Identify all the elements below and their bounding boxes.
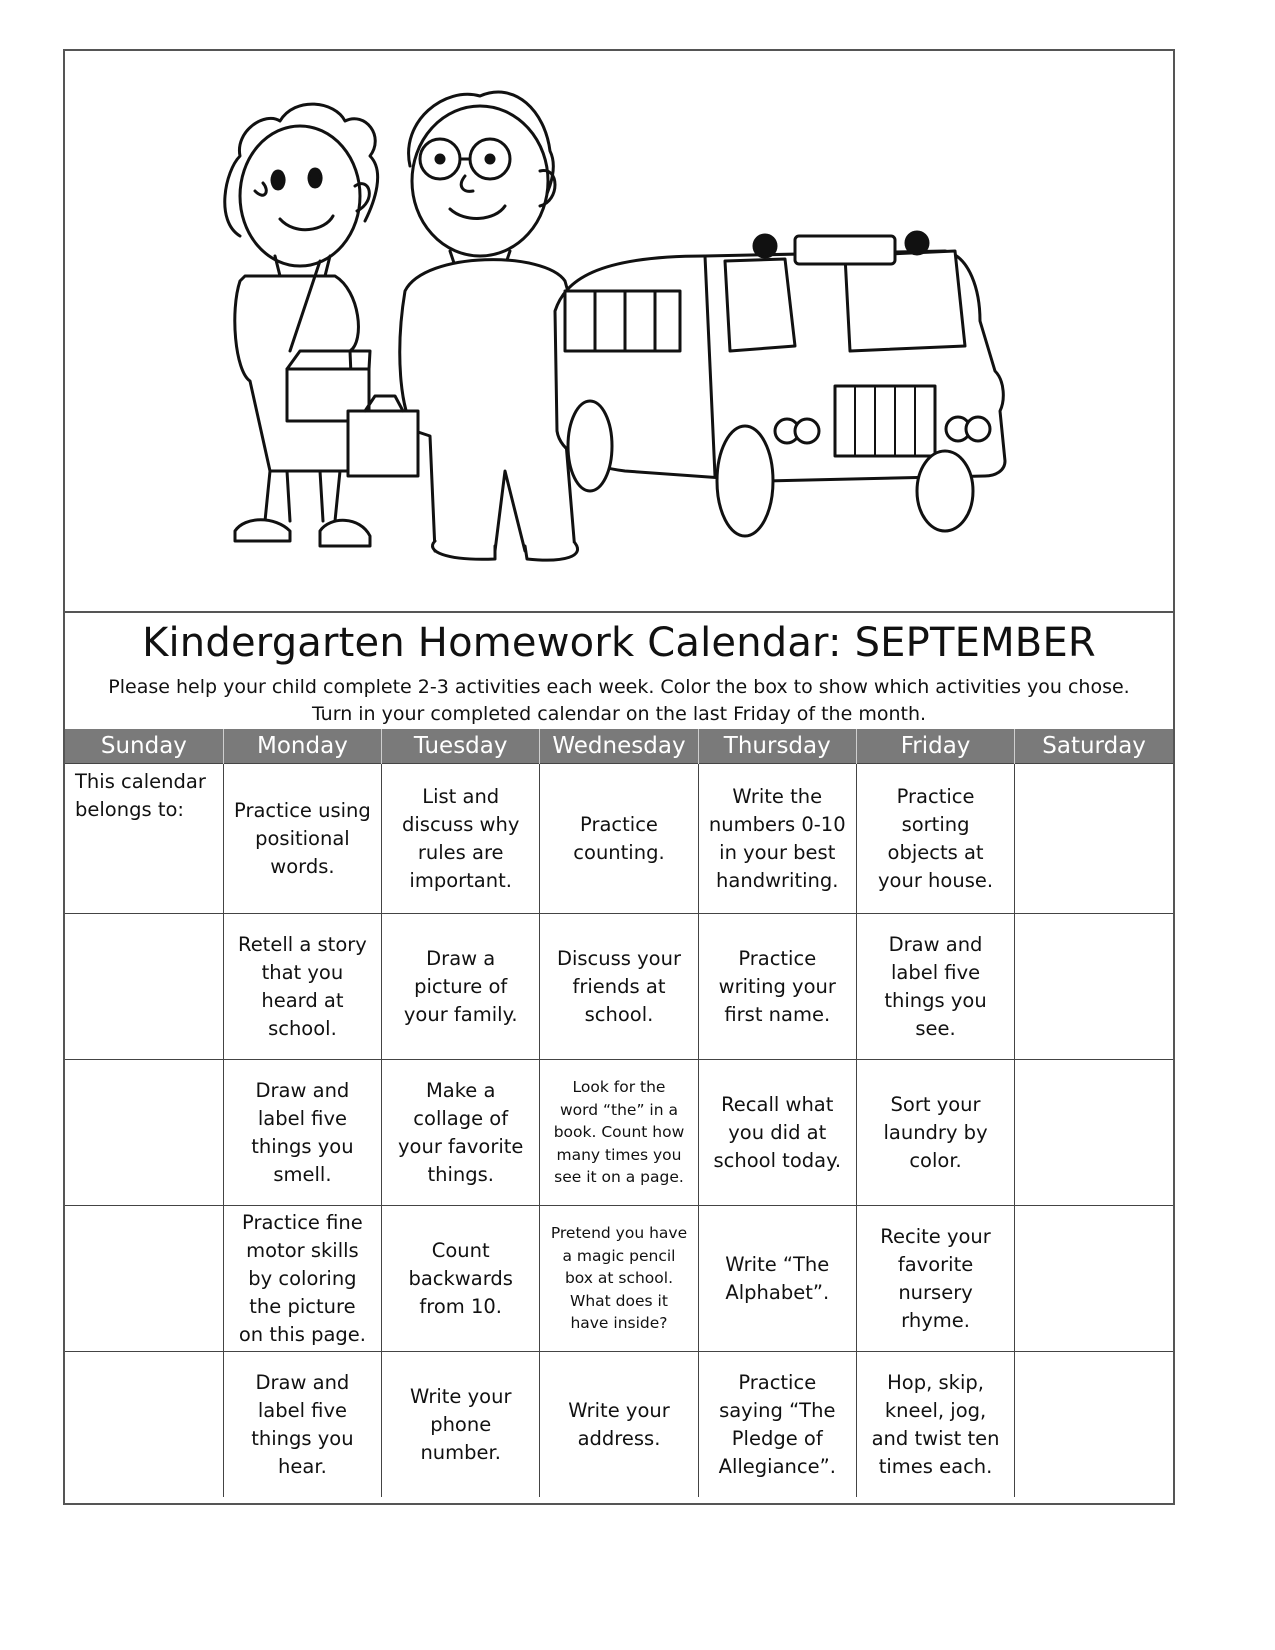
activity-cell[interactable]: Hop, skip, kneel, jog, and twist ten times each. — [856, 1352, 1014, 1498]
empty-day-cell — [1015, 764, 1173, 914]
activity-cell[interactable]: Draw and label five things you hear. — [223, 1352, 381, 1498]
day-header-monday: Monday — [223, 729, 381, 764]
school-bus — [555, 232, 1005, 536]
activity-cell[interactable]: Write “The Alphabet”. — [698, 1206, 856, 1352]
day-header-tuesday: Tuesday — [382, 729, 540, 764]
empty-day-cell — [65, 914, 223, 1060]
activity-cell[interactable]: Draw and label five things you see. — [856, 914, 1014, 1060]
instruction-line: Turn in your completed calendar on the last Friday of the month. — [311, 703, 927, 725]
empty-day-cell — [65, 1352, 223, 1498]
activity-cell[interactable]: Draw and label five things you smell. — [223, 1060, 381, 1206]
activity-cell[interactable]: Sort your laundry by color. — [856, 1060, 1014, 1206]
activity-cell[interactable]: Write your address. — [540, 1352, 698, 1498]
week-row — [65, 1206, 1173, 1352]
homework-calendar — [65, 729, 1173, 1497]
empty-day-cell — [65, 1060, 223, 1206]
week-row — [65, 914, 1173, 1060]
activity-cell[interactable]: Practice sorting objects at your house. — [856, 764, 1014, 914]
calendar-owner-cell: This calendar belongs to: — [65, 764, 223, 914]
activity-cell[interactable]: Recall what you did at school today. — [698, 1060, 856, 1206]
empty-day-cell — [65, 1206, 223, 1352]
activity-cell[interactable]: Practice using positional words. — [223, 764, 381, 914]
activity-cell[interactable]: Practice fine motor skills by coloring the picture on this page. — [223, 1206, 381, 1352]
activity-cell[interactable]: Practice counting. — [540, 764, 698, 914]
activity-cell[interactable]: Practice writing your first name. — [698, 914, 856, 1060]
empty-day-cell — [1015, 914, 1173, 1060]
empty-day-cell — [1015, 1352, 1173, 1498]
activity-cell[interactable]: Pretend you have a magic pencil box at school. What does it have inside? — [540, 1206, 698, 1352]
day-header-saturday: Saturday — [1015, 729, 1173, 764]
activity-cell[interactable]: Retell a story that you heard at school. — [223, 914, 381, 1060]
activity-cell[interactable]: Recite your favorite nursery rhyme. — [856, 1206, 1014, 1352]
activity-cell[interactable]: Discuss your friends at school. — [540, 914, 698, 1060]
day-header-thursday: Thursday — [698, 729, 856, 764]
week-row — [65, 1060, 1173, 1206]
coloring-illustration — [65, 51, 1173, 613]
day-header-wednesday: Wednesday — [540, 729, 698, 764]
girl-figure — [225, 104, 378, 546]
week-row — [65, 764, 1173, 914]
day-header-sunday: Sunday — [65, 729, 223, 764]
day-header-friday: Friday — [856, 729, 1014, 764]
activity-cell[interactable]: Look for the word “the” in a book. Count how many times you see it on a page. — [540, 1060, 698, 1206]
activity-cell[interactable]: Draw a picture of your family. — [382, 914, 540, 1060]
activity-cell[interactable]: List and discuss why rules are important. — [382, 764, 540, 914]
page-title: Kindergarten Homework Calendar: SEPTEMBER — [142, 620, 1096, 666]
week-row — [65, 1352, 1173, 1498]
weekday-header-row — [65, 729, 1173, 764]
calendar-table — [65, 729, 1173, 1497]
activity-cell[interactable]: Count backwards from 10. — [382, 1206, 540, 1352]
empty-day-cell — [1015, 1060, 1173, 1206]
calendar-sheet — [63, 49, 1175, 1505]
activity-cell[interactable]: Make a collage of your favorite things. — [382, 1060, 540, 1206]
instruction-line: Please help your child complete 2-3 activities each week. Color the box to show which activities you chose. — [108, 676, 1130, 698]
activity-cell[interactable]: Write your phone number. — [382, 1352, 540, 1498]
activity-cell[interactable]: Practice saying “The Pledge of Allegiance”. — [698, 1352, 856, 1498]
boy-figure — [348, 92, 578, 560]
activity-cell[interactable]: Write the numbers 0-10 in your best handwriting. — [698, 764, 856, 914]
empty-day-cell — [1015, 1206, 1173, 1352]
